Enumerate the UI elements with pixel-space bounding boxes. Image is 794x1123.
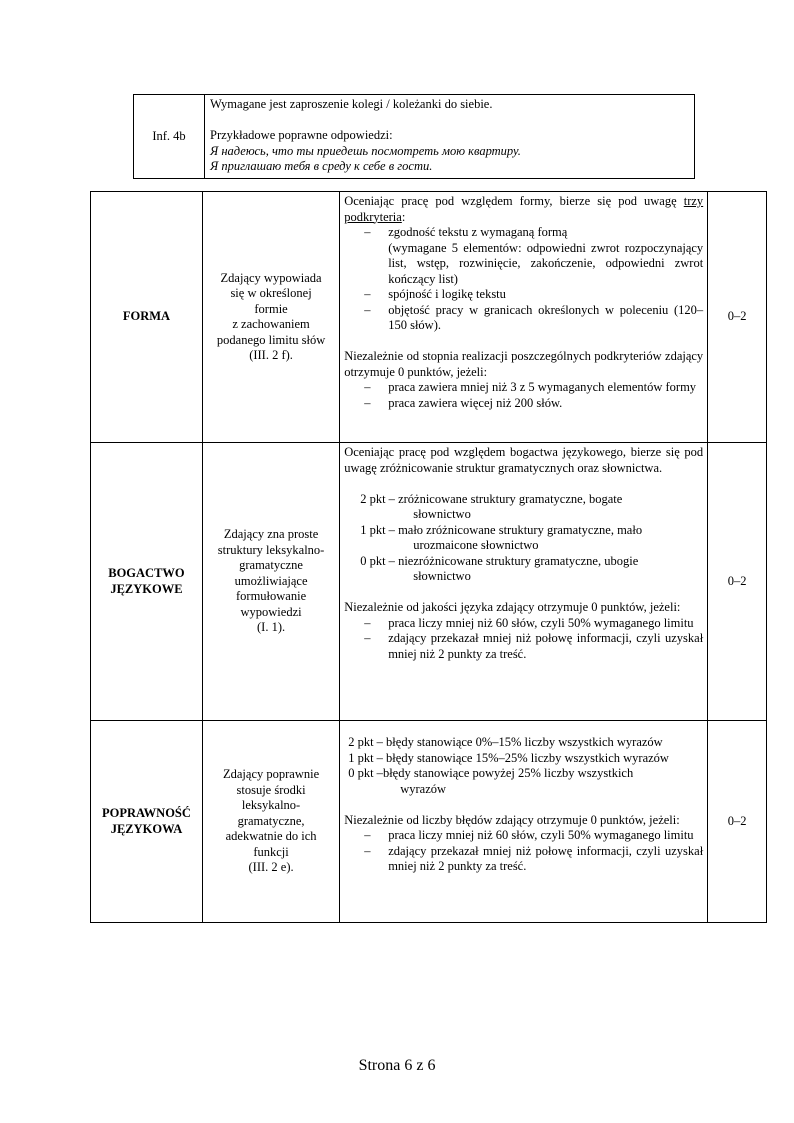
scale-item-cont: wyrazów <box>400 781 447 796</box>
requirement-line: (I. 1). <box>257 620 286 635</box>
requirement-line: adekwatnie do ich <box>225 829 317 844</box>
example-answer: Я надеюсь, что ты приедешь посмотреть мою квартиру. <box>210 143 521 158</box>
points-range: 0–2 <box>708 443 767 721</box>
zero-points-note: Niezależnie od liczby błędów zdający otrzymuje 0 punktów, jeżeli: <box>344 812 680 827</box>
criteria-intro: Oceniając pracę pod względem formy, bierze się pod uwagę trzy podkryteria: <box>344 194 704 224</box>
list-item: – praca zawiera więcej niż 200 słów. <box>364 395 563 410</box>
requirement-cell <box>202 192 339 443</box>
list-item: – zgodność tekstu z wymaganą formą <box>364 225 568 239</box>
requirement-line: Zdający wypowiada <box>220 270 322 285</box>
scale-item-cont: słownictwo <box>413 569 471 583</box>
requirement-line: stosuje środki <box>236 782 306 797</box>
list-item: – praca liczy mniej niż 60 słów, czyli 50% wymaganego limitu <box>364 615 694 630</box>
requirement-cell <box>202 721 339 923</box>
list-item: – praca zawiera mniej niż 3 z 5 wymaganych elementów formy <box>364 380 697 394</box>
requirement-line: (III. 2 e). <box>248 860 294 875</box>
scale-item: 0 pkt – błędy stanowiące powyżej 25% liczby wszystkich <box>348 766 634 780</box>
requirement-line: gramatyczne <box>239 558 303 573</box>
requirement-line: struktury leksykalno- <box>217 542 325 557</box>
list-item: – zdający przekazał mniej niż połowę informacji, czyli uzyskał mniej niż 2 punkty za treść. <box>364 843 704 873</box>
scale-item-cont: urozmaicone słownictwo <box>413 538 539 552</box>
list-item-detail: (wymagane 5 elementów: odpowiedni zwrot rozpoczynający list, wstęp, rozwinięcie, zakończenie, odpowiedni zwrot kończący list) <box>388 240 704 286</box>
requirement-line: umożliwiające <box>234 573 308 588</box>
description-cell <box>340 721 708 923</box>
requirement-line: (III. 2 f). <box>249 348 293 362</box>
scale-item: 2 pkt – zróżnicowane struktury gramatyczne, bogate <box>360 491 623 506</box>
criterion-title: POPRAWNOŚĆ JĘZYKOWA <box>91 721 203 923</box>
criteria-row-poprawnosc <box>91 721 767 923</box>
requirement-line: formułowanie <box>236 589 307 604</box>
requirement-line: podanego limitu słów <box>216 332 326 347</box>
requirement-line: Zdający zna proste <box>223 527 319 542</box>
list-item: – objętość pracy w granicach określonych w poleceniu (120–150 słów). <box>364 302 704 332</box>
criterion-title: FORMA <box>91 192 203 443</box>
scale-item: 1 pkt – błędy stanowiące 15%–25% liczby wszystkich wyrazów <box>348 750 669 765</box>
list-item: – praca liczy mniej niż 60 słów, czyli 50% wymaganego limitu <box>364 828 694 842</box>
scale-item: 1 pkt – mało zróżnicowane struktury gramatyczne, mało <box>360 522 643 537</box>
item-body <box>205 95 695 179</box>
criteria-row-bogactwo <box>91 443 767 721</box>
requirement-line: leksykalno- <box>241 798 301 813</box>
requirement-line: wypowiedzi <box>240 604 302 619</box>
scale-item-cont: słownictwo <box>413 507 471 521</box>
scale-item: 0 pkt – niezróżnicowane struktury gramatyczne, ubogie <box>360 553 639 568</box>
table-row <box>134 95 695 179</box>
examples-heading: Przykładowe poprawne odpowiedzi: <box>210 128 393 142</box>
description-cell <box>340 192 708 443</box>
requirement-text: Wymagane jest zaproszenie kolegi / koleżanki do siebie. <box>210 97 493 111</box>
scale-list <box>344 735 703 797</box>
example-answers-table <box>133 94 695 179</box>
example-answer: Я приглашаю тебя в среду к себе в гости. <box>210 159 433 173</box>
page-number: Strona 6 z 6 <box>358 1057 436 1074</box>
scale-list <box>344 492 703 585</box>
item-code: Inf. 4b <box>134 95 205 179</box>
requirement-line: Zdający poprawnie <box>222 767 320 782</box>
criteria-table <box>90 191 767 923</box>
list-item: – spójność i logikę tekstu <box>364 287 506 301</box>
description-cell <box>340 443 708 721</box>
requirement-cell <box>202 443 339 721</box>
zero-points-note: Niezależnie od stopnia realizacji poszczególnych podkryteriów zdający otrzymuje 0 punktów, jeżeli: <box>344 349 704 379</box>
points-range: 0–2 <box>708 721 767 923</box>
criterion-title: BOGACTWO JĘZYKOWE <box>91 443 203 721</box>
zero-points-note: Niezależnie od jakości języka zdający otrzymuje 0 punktów, jeżeli: <box>344 600 681 614</box>
requirement-line: gramatyczne, <box>237 813 305 828</box>
requirement-line: funkcji <box>253 844 289 859</box>
points-range: 0–2 <box>708 192 767 443</box>
list-item: – zdający przekazał mniej niż połowę informacji, czyli uzyskał mniej niż 2 punkty za treść. <box>364 631 704 661</box>
requirement-line: z zachowaniem <box>232 317 310 331</box>
criteria-row-forma <box>91 192 767 443</box>
scale-item: 2 pkt – błędy stanowiące 0%–15% liczby wszystkich wyrazów <box>348 735 663 749</box>
requirement-line: formie <box>254 301 288 316</box>
criteria-intro: Oceniając pracę pod względem bogactwa językowego, bierze się pod uwagę zróżnicowanie struktur gramatycznych oraz słownictwa. <box>344 445 704 475</box>
requirement-line: się w określonej <box>230 286 312 300</box>
